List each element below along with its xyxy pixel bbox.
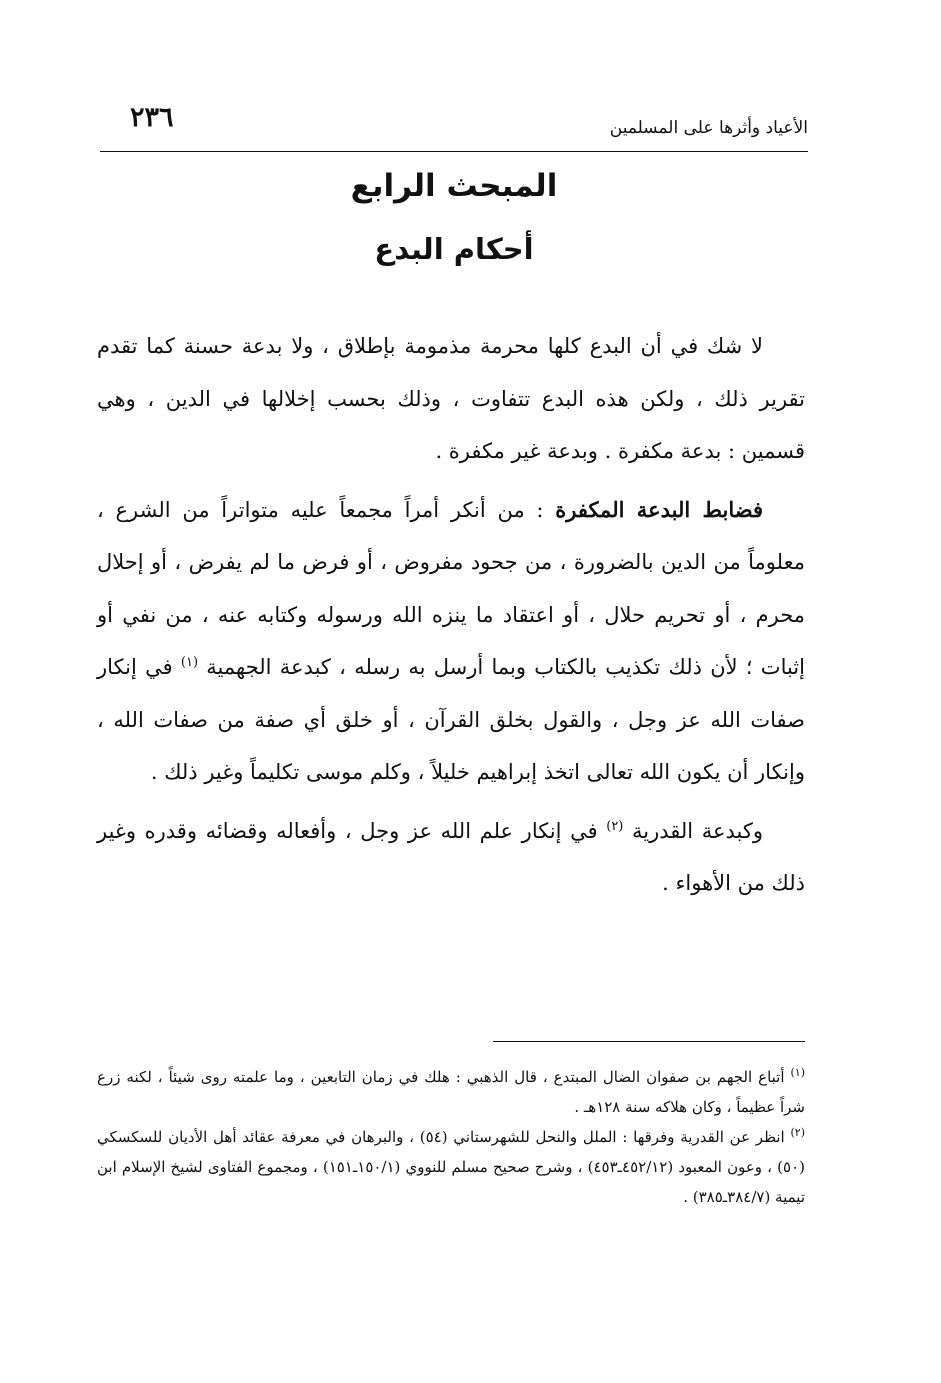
page-header [100,100,808,152]
paragraph-3 [97,805,805,910]
paragraph-2-part-a: : من أنكر أمراً مجمعاً عليه متواتراً من الشرع ، معلوماً من الدين بالضرورة ، من جحود مفروض ، أو فرض ما لم يفرض ، أو إحلال محرم ، أو تحريم حلال ، أو اعتقاد ما ينزه الله ورسوله وكتابه عنه ، من نفي أو إثبات ؛ لأن ذلك تكذيب بالكتاب وبما أرسل به رسله ، كبدعة الجهمية [97,497,805,679]
paragraph-1: لا شك في أن البدع كلها محرمة مذمومة بإطلاق ، ولا بدعة حسنة كما تقدم تقرير ذلك ، ولكن هذه البدع تتفاوت ، وذلك بحسب إخلالها في الدين ، وهي قسمين : بدعة مكفرة . وبدعة غير مكفرة . [97,334,805,463]
footnote-1-number: (١) [790,1066,805,1079]
footnote-2-text: انظر عن القدرية وفرقها : الملل والنحل للشهرستاني (٥٤) ، والبرهان في معرفة عقائد أهل الأديان للسكسكي (٥٠) ، وعون المعبود (٤٥٢/١٢ـ٤٥٣) ، وشرح صحيح مسلم للنووي (١٥٠/١ـ١٥١) ، ومجموع الفتاوى لشيخ الإسلام ابن تيمية (٣٨٤/٧ـ٣٨٥) . [97,1128,805,1206]
paragraph-2-part-b: في إنكار صفات الله عز وجل ، والقول بخلق القرآن ، أو خلق أي صفة من صفات الله ، وإنكار أن يكون الله تعالى اتخذ إبراهيم خليلاً ، وكلم موسى تكليماً وغير ذلك . [97,655,805,784]
definition-lead: فضابط البدعة المكفرة [555,496,763,522]
chapter-heading: المبحث الرابع [350,168,558,204]
footnote-divider [493,1041,805,1042]
paragraph-3-part-a: وكبدعة القدرية [631,818,763,843]
page-number: ٢٣٦ [130,102,174,133]
paragraph-3-part-b: في إنكار علم الله عز وجل ، وأفعاله وقضائه وقدره وغير ذلك من الأهواء . [97,818,805,895]
footnote-1-text: أتباع الجهم بن صفوان الضال المبتدع ، قال الذهبي : هلك في زمان التابعين ، وما علمته روى شيئاً ، لكنه زرع شراً عظيماً ، وكان هلاكه سنة ١٢٨هـ . [97,1068,805,1116]
body-text [97,320,805,910]
section-heading: أحكام البدع [374,232,534,266]
footnote-2 [97,1122,805,1212]
paragraph-2 [97,484,805,799]
footnote-1 [97,1062,805,1122]
footnotes [97,1062,805,1212]
footnote-ref-2: (٢) [606,818,624,834]
header-divider [100,151,808,152]
footnote-2-number: (٢) [790,1126,805,1139]
footnote-ref-1: (١) [180,655,199,670]
running-title: الأعياد وأثرها على المسلمين [609,118,808,138]
